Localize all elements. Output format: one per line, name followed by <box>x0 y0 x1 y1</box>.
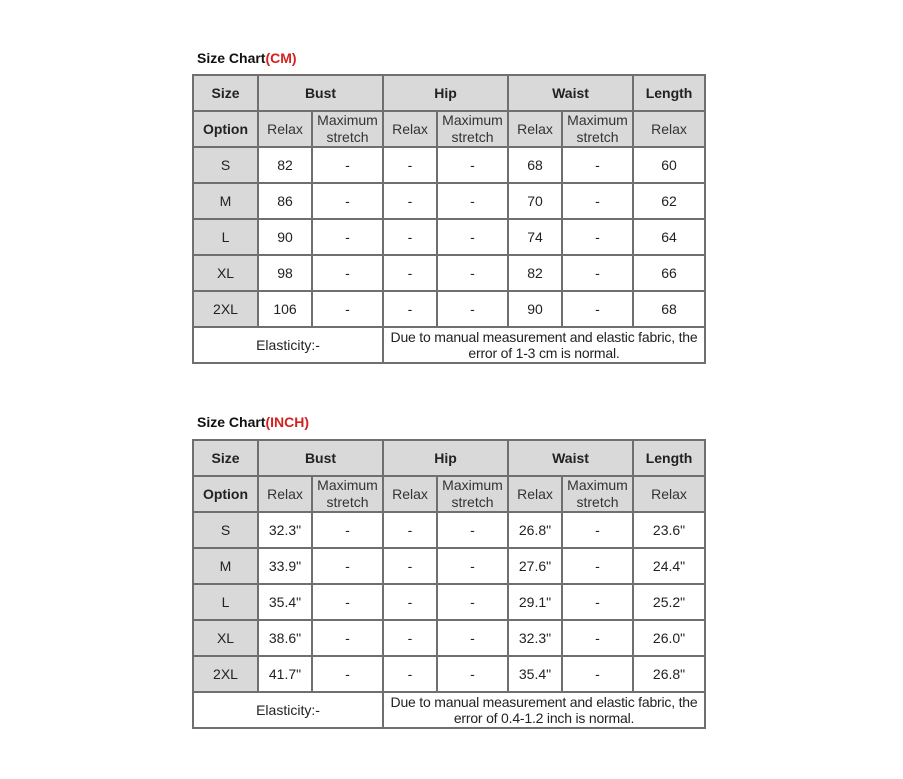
hip-relax-value: - <box>383 584 437 620</box>
bust-relax-value: 90 <box>258 219 312 255</box>
size-table-inch <box>192 439 706 729</box>
hip-relax-value: - <box>383 219 437 255</box>
header-hip: Hip <box>383 440 508 476</box>
length-relax-value: 26.8" <box>633 656 705 692</box>
hip-relax-value: - <box>383 183 437 219</box>
waist-max-value: - <box>562 147 633 183</box>
bust-max-value: - <box>312 183 383 219</box>
hip-relax-value: - <box>383 512 437 548</box>
waist-max-value: - <box>562 219 633 255</box>
chart-title-inch <box>197 414 309 430</box>
bust-relax-value: 98 <box>258 255 312 291</box>
waist-max-value: - <box>562 584 633 620</box>
length-relax-value: 24.4" <box>633 548 705 584</box>
bust-max-value: - <box>312 255 383 291</box>
measurement-note: Due to manual measurement and elastic fabric, the error of 1-3 cm is normal. <box>383 327 705 363</box>
header-row-groups <box>193 75 705 111</box>
hip-max-value: - <box>437 620 508 656</box>
header-length: Length <box>633 440 705 476</box>
footer-row <box>193 327 705 363</box>
waist-relax-value: 27.6" <box>508 548 562 584</box>
bust-relax-value: 106 <box>258 291 312 327</box>
length-relax-value: 66 <box>633 255 705 291</box>
header-row-sub <box>193 476 705 512</box>
size-label: L <box>193 584 258 620</box>
bust-max-value: - <box>312 656 383 692</box>
waist-max-value: - <box>562 291 633 327</box>
header-bust-relax: Relax <box>258 111 312 147</box>
waist-relax-value: 26.8" <box>508 512 562 548</box>
waist-max-value: - <box>562 620 633 656</box>
header-hip-relax: Relax <box>383 111 437 147</box>
length-relax-value: 26.0" <box>633 620 705 656</box>
waist-max-value: - <box>562 656 633 692</box>
header-hip: Hip <box>383 75 508 111</box>
waist-relax-value: 68 <box>508 147 562 183</box>
length-relax-value: 60 <box>633 147 705 183</box>
chart-title-unit: (INCH) <box>265 414 310 430</box>
bust-relax-value: 86 <box>258 183 312 219</box>
chart-title-text: Size Chart <box>197 50 266 66</box>
hip-max-value: - <box>437 656 508 692</box>
hip-max-value: - <box>437 219 508 255</box>
header-waist: Waist <box>508 75 633 111</box>
bust-max-value: - <box>312 291 383 327</box>
bust-relax-value: 82 <box>258 147 312 183</box>
hip-max-value: - <box>437 255 508 291</box>
table-row <box>193 183 705 219</box>
length-relax-value: 23.6" <box>633 512 705 548</box>
table-row <box>193 291 705 327</box>
size-label: S <box>193 512 258 548</box>
length-relax-value: 68 <box>633 291 705 327</box>
header-option: Option <box>193 476 258 512</box>
length-relax-value: 64 <box>633 219 705 255</box>
table-row <box>193 620 705 656</box>
header-hip-relax: Relax <box>383 476 437 512</box>
waist-relax-value: 74 <box>508 219 562 255</box>
table-row <box>193 255 705 291</box>
waist-relax-value: 35.4" <box>508 656 562 692</box>
hip-max-value: - <box>437 548 508 584</box>
header-length-relax: Relax <box>633 111 705 147</box>
bust-relax-value: 32.3" <box>258 512 312 548</box>
header-size: Size <box>193 440 258 476</box>
hip-relax-value: - <box>383 255 437 291</box>
size-label: S <box>193 147 258 183</box>
waist-max-value: - <box>562 548 633 584</box>
length-relax-value: 62 <box>633 183 705 219</box>
header-size: Size <box>193 75 258 111</box>
waist-relax-value: 70 <box>508 183 562 219</box>
bust-relax-value: 38.6" <box>258 620 312 656</box>
hip-relax-value: - <box>383 147 437 183</box>
bust-relax-value: 33.9" <box>258 548 312 584</box>
header-option: Option <box>193 111 258 147</box>
header-waist-relax: Relax <box>508 476 562 512</box>
bust-max-value: - <box>312 512 383 548</box>
header-row-groups <box>193 440 705 476</box>
bust-max-value: - <box>312 548 383 584</box>
table-row <box>193 147 705 183</box>
bust-max-value: - <box>312 620 383 656</box>
header-waist-max: Maximum stretch <box>562 111 633 147</box>
bust-relax-value: 35.4" <box>258 584 312 620</box>
bust-max-value: - <box>312 584 383 620</box>
chart-title-cm <box>197 50 297 66</box>
waist-max-value: - <box>562 255 633 291</box>
length-relax-value: 25.2" <box>633 584 705 620</box>
hip-max-value: - <box>437 512 508 548</box>
hip-relax-value: - <box>383 291 437 327</box>
table-row <box>193 656 705 692</box>
waist-relax-value: 82 <box>508 255 562 291</box>
hip-relax-value: - <box>383 620 437 656</box>
hip-relax-value: - <box>383 548 437 584</box>
bust-max-value: - <box>312 147 383 183</box>
table-row <box>193 512 705 548</box>
table-row <box>193 219 705 255</box>
waist-relax-value: 29.1" <box>508 584 562 620</box>
hip-max-value: - <box>437 183 508 219</box>
size-label: L <box>193 219 258 255</box>
size-label: 2XL <box>193 291 258 327</box>
header-hip-max: Maximum stretch <box>437 111 508 147</box>
bust-max-value: - <box>312 219 383 255</box>
chart-title-unit: (CM) <box>265 50 297 66</box>
footer-row <box>193 692 705 728</box>
size-label: M <box>193 183 258 219</box>
size-label: M <box>193 548 258 584</box>
size-label: XL <box>193 620 258 656</box>
header-length: Length <box>633 75 705 111</box>
size-label: XL <box>193 255 258 291</box>
header-bust: Bust <box>258 75 383 111</box>
hip-max-value: - <box>437 584 508 620</box>
elasticity-label: Elasticity:- <box>193 692 383 728</box>
header-waist: Waist <box>508 440 633 476</box>
waist-max-value: - <box>562 512 633 548</box>
header-bust-relax: Relax <box>258 476 312 512</box>
size-table-cm <box>192 74 706 364</box>
header-waist-relax: Relax <box>508 111 562 147</box>
header-row-sub <box>193 111 705 147</box>
measurement-note: Due to manual measurement and elastic fabric, the error of 0.4-1.2 inch is normal. <box>383 692 705 728</box>
header-bust-max: Maximum stretch <box>312 111 383 147</box>
header-bust-max: Maximum stretch <box>312 476 383 512</box>
chart-title-text: Size Chart <box>197 414 266 430</box>
table-row <box>193 548 705 584</box>
table-row <box>193 584 705 620</box>
elasticity-label: Elasticity:- <box>193 327 383 363</box>
header-waist-max: Maximum stretch <box>562 476 633 512</box>
header-hip-max: Maximum stretch <box>437 476 508 512</box>
hip-max-value: - <box>437 147 508 183</box>
size-label: 2XL <box>193 656 258 692</box>
hip-relax-value: - <box>383 656 437 692</box>
waist-relax-value: 90 <box>508 291 562 327</box>
bust-relax-value: 41.7" <box>258 656 312 692</box>
waist-max-value: - <box>562 183 633 219</box>
hip-max-value: - <box>437 291 508 327</box>
waist-relax-value: 32.3" <box>508 620 562 656</box>
header-length-relax: Relax <box>633 476 705 512</box>
header-bust: Bust <box>258 440 383 476</box>
